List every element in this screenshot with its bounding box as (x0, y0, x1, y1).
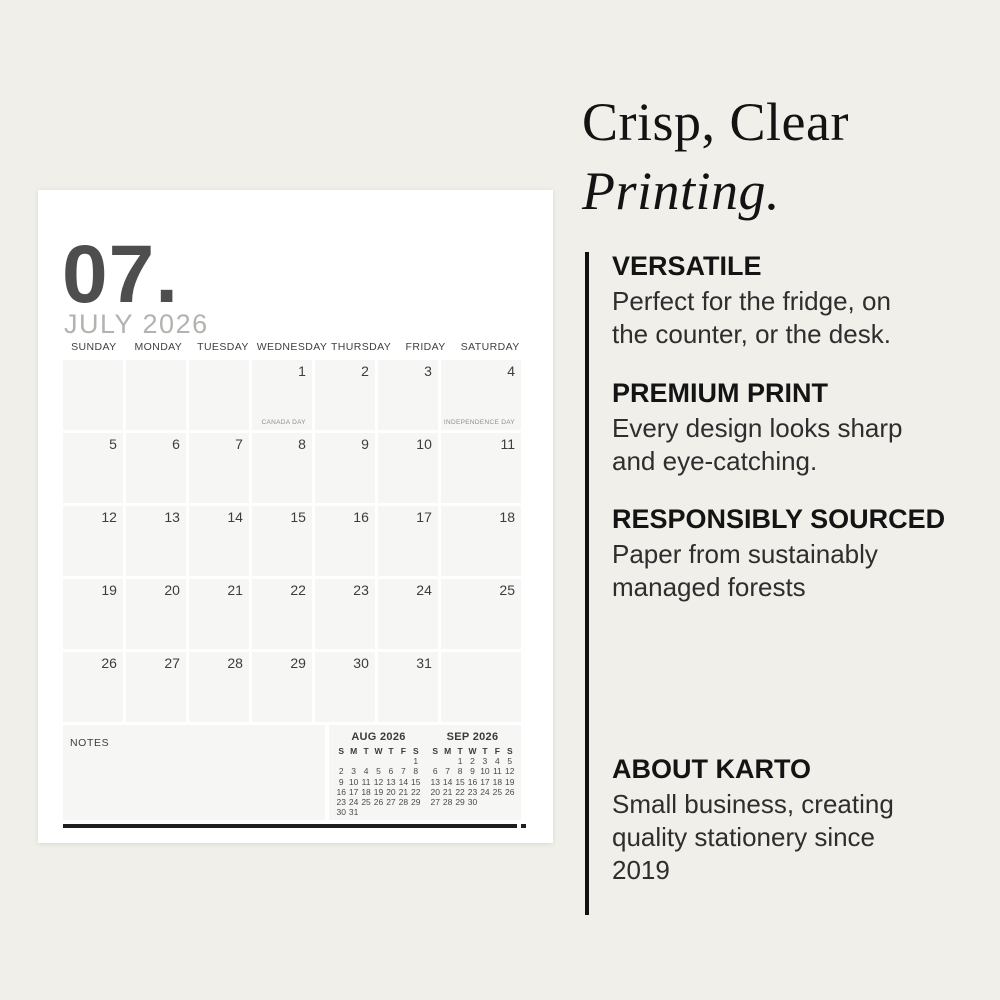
mini-day-number: 19 (373, 786, 384, 797)
mini-day-number: 13 (430, 776, 440, 787)
day-cell (63, 652, 123, 722)
mini-calendar-title: SEP 2026 (446, 731, 499, 743)
mini-day-number: 25 (492, 786, 503, 797)
mini-day-number: 23 (467, 786, 478, 797)
day-header: MONDAY (134, 341, 183, 353)
vertical-rule (585, 252, 589, 915)
day-cell (315, 433, 375, 503)
day-number: 13 (164, 509, 180, 525)
mini-day-number: 18 (492, 776, 503, 787)
day-cell (252, 360, 312, 430)
day-cell (189, 360, 249, 430)
mini-day-number: 21 (398, 786, 409, 797)
mini-day-number: 17 (480, 776, 490, 787)
day-cell (126, 360, 186, 430)
mini-day-number: 21 (442, 786, 453, 797)
mini-day-number: 8 (413, 766, 419, 777)
mini-day-letter: T (457, 746, 463, 756)
mini-day-number: 5 (376, 766, 381, 777)
day-number: 27 (164, 655, 180, 671)
day-header: SATURDAY (460, 341, 520, 353)
mini-day-number: 3 (351, 766, 356, 777)
day-cell (252, 433, 312, 503)
mini-day-number: 29 (455, 797, 465, 808)
mini-day-number: 1 (457, 756, 463, 766)
mini-day-number: 27 (386, 797, 396, 808)
mini-day-number (335, 756, 347, 766)
mini-day-number: 29 (411, 797, 421, 808)
mini-day-number: 15 (411, 776, 421, 787)
mini-day-number: 14 (442, 776, 453, 787)
day-header: SUNDAY (71, 341, 117, 353)
mini-day-number: 28 (398, 797, 409, 808)
mini-day-letter: F (400, 746, 406, 756)
mini-day-number: 31 (348, 807, 359, 818)
mini-calendar-grid (429, 746, 516, 807)
day-number: 31 (416, 655, 432, 671)
mini-day-letter: S (412, 746, 419, 756)
mini-day-number: 4 (363, 766, 369, 777)
mini-day-number: 26 (373, 797, 384, 808)
day-cell (189, 652, 249, 722)
day-number: 1 (298, 363, 306, 379)
mini-day-number: 2 (470, 756, 475, 766)
mini-calendar (429, 731, 516, 820)
day-cell (441, 579, 521, 649)
day-cell (441, 652, 521, 722)
mini-calendars (329, 725, 521, 820)
day-header: FRIDAY (405, 341, 446, 353)
mini-day-number: 10 (348, 776, 359, 787)
day-cell (315, 506, 375, 576)
mini-day-number: 1 (413, 756, 419, 766)
notes-row (63, 725, 521, 820)
feature-text-line: managed forests (612, 572, 806, 602)
day-number: 30 (353, 655, 369, 671)
feature-text-line: Every design looks sharp (612, 413, 903, 443)
mini-day-letter: T (482, 746, 488, 756)
month-name: JULY 2026 (64, 309, 209, 339)
day-number: 26 (101, 655, 117, 671)
day-cell (63, 433, 123, 503)
mini-day-number: 4 (494, 756, 500, 766)
mini-day-number: 16 (336, 786, 346, 797)
day-number: 14 (227, 509, 243, 525)
mini-day-number: 11 (492, 766, 502, 777)
mini-day-number: 8 (457, 766, 463, 777)
mini-day-number: 22 (455, 786, 465, 797)
feature-text-line: Paper from sustainably (612, 539, 878, 569)
day-cell (126, 433, 186, 503)
day-number: 18 (499, 509, 515, 525)
day-cell (126, 579, 186, 649)
mini-day-number: 5 (507, 756, 513, 766)
notes-label: NOTES (70, 737, 110, 749)
day-number: 25 (499, 582, 515, 598)
mini-day-letter: F (494, 746, 500, 756)
day-header: WEDNESDAY (256, 341, 328, 353)
mini-day-number: 15 (455, 776, 465, 787)
day-cell (63, 506, 123, 576)
day-cell (441, 360, 521, 430)
mini-day-number: 22 (411, 786, 421, 797)
day-cell (63, 360, 123, 430)
feature-heading: RESPONSIBLY SOURCED (612, 504, 946, 534)
day-cell (441, 433, 521, 503)
day-number: 29 (290, 655, 306, 671)
mini-day-number: 27 (430, 797, 440, 808)
mini-day-number (397, 756, 409, 766)
headline (582, 88, 849, 226)
mini-day-number: 7 (445, 766, 450, 777)
day-number: 15 (290, 509, 306, 525)
day-number: 12 (101, 509, 117, 525)
bottom-rule (63, 824, 517, 828)
day-cell (378, 506, 438, 576)
mini-day-number: 9 (470, 766, 475, 777)
day-cell (378, 433, 438, 503)
feature-section-responsibly-sourced (612, 503, 987, 604)
mini-day-number: 30 (336, 807, 346, 818)
mini-day-number (441, 756, 453, 766)
mini-day-number: 11 (361, 776, 371, 787)
mini-day-number: 10 (480, 766, 490, 777)
mini-day-letter: T (363, 746, 369, 756)
feature-heading: PREMIUM PRINT (612, 378, 828, 408)
day-header: TUESDAY (197, 341, 249, 353)
day-number: 24 (416, 582, 432, 598)
mini-day-number: 12 (373, 776, 384, 787)
mini-day-number (347, 756, 359, 766)
day-number: 5 (109, 436, 117, 452)
mini-day-number (429, 756, 441, 766)
day-cell (315, 579, 375, 649)
mini-day-number: 16 (467, 776, 478, 787)
day-cell (63, 579, 123, 649)
mini-calendar-title: AUG 2026 (351, 731, 406, 743)
mini-day-number: 6 (432, 766, 438, 777)
mini-day-number: 20 (386, 786, 396, 797)
mini-day-number: 30 (467, 797, 478, 808)
mini-day-number: 13 (386, 776, 396, 787)
calendar-page (38, 190, 553, 843)
headline-line-1: Crisp, Clear (582, 92, 849, 152)
day-number: 10 (416, 436, 432, 452)
mini-calendar (335, 731, 422, 820)
mini-day-number (372, 756, 384, 766)
day-cell (378, 652, 438, 722)
mini-day-number: 18 (361, 786, 371, 797)
feature-text-line: Small business, creating (612, 789, 894, 819)
day-number: 21 (227, 582, 243, 598)
day-number: 4 (507, 363, 515, 379)
mini-day-letter: W (468, 746, 477, 756)
mini-day-letter: T (388, 746, 394, 756)
headline-line-2: Printing. (582, 161, 781, 221)
feature-heading: VERSATILE (612, 251, 762, 281)
day-cell (252, 579, 312, 649)
day-number: 23 (353, 582, 369, 598)
mini-day-number: 17 (348, 786, 359, 797)
mini-day-letter: M (444, 746, 452, 756)
day-number: 28 (227, 655, 243, 671)
month-number: 07. (62, 229, 179, 320)
mini-calendar-grid (335, 746, 422, 818)
day-cell (378, 360, 438, 430)
feature-text-line: the counter, or the desk. (612, 319, 891, 349)
holiday-label: CANADA DAY (261, 419, 306, 426)
mini-day-number: 24 (348, 797, 359, 808)
feature-heading: ABOUT KARTO (612, 754, 811, 784)
feature-text-line: 2019 (612, 855, 670, 885)
day-cell (315, 652, 375, 722)
mini-day-number: 19 (505, 776, 515, 787)
day-header: THURSDAY (330, 341, 392, 353)
mini-day-letter: S (338, 746, 345, 756)
day-cell (126, 652, 186, 722)
day-number: 3 (424, 363, 432, 379)
feature-section-about-karto (612, 753, 987, 887)
day-number: 7 (235, 436, 243, 452)
mini-day-number: 24 (480, 786, 490, 797)
day-number: 17 (416, 509, 432, 525)
day-number: 9 (361, 436, 369, 452)
mini-day-letter: M (350, 746, 358, 756)
feature-text-line: and eye-catching. (612, 446, 818, 476)
day-cell (189, 433, 249, 503)
mini-day-number: 6 (388, 766, 394, 777)
calendar-grid (63, 360, 521, 722)
feature-text-line: quality stationery since (612, 822, 876, 852)
bottom-rule-dot (521, 824, 526, 828)
mini-day-number: 9 (338, 776, 344, 787)
mini-day-letter: S (432, 746, 439, 756)
day-number: 16 (353, 509, 369, 525)
mini-day-number: 12 (505, 766, 515, 777)
mini-day-number: 14 (398, 776, 409, 787)
day-cell (315, 360, 375, 430)
day-cell (378, 579, 438, 649)
day-number: 19 (101, 582, 117, 598)
mini-day-number: 3 (482, 756, 488, 766)
day-cell (252, 506, 312, 576)
mini-day-letter: S (506, 746, 513, 756)
day-cell (126, 506, 186, 576)
day-number: 22 (290, 582, 306, 598)
day-cell (189, 579, 249, 649)
mini-day-letter: W (374, 746, 383, 756)
mini-day-number: 20 (430, 786, 440, 797)
mini-day-number (360, 756, 372, 766)
day-cell (252, 652, 312, 722)
feature-text-line: Perfect for the fridge, on (612, 286, 891, 316)
day-number: 2 (361, 363, 369, 379)
holiday-label: INDEPENDENCE DAY (443, 419, 515, 426)
notes-cell (63, 725, 325, 820)
day-number: 11 (500, 436, 515, 452)
mini-day-number: 25 (361, 797, 371, 808)
day-cell (441, 506, 521, 576)
day-cell (189, 506, 249, 576)
mini-day-number: 7 (400, 766, 406, 777)
feature-section-premium-print (612, 377, 987, 478)
day-number: 20 (164, 582, 180, 598)
mini-day-number: 28 (442, 797, 453, 808)
day-number: 8 (298, 436, 306, 452)
mini-day-number (385, 756, 397, 766)
day-headers (63, 340, 521, 354)
feature-section-versatile (612, 250, 987, 351)
mini-day-number: 26 (505, 786, 515, 797)
mini-day-number: 2 (338, 766, 344, 777)
day-number: 6 (172, 436, 180, 452)
mini-day-number: 23 (336, 797, 346, 808)
